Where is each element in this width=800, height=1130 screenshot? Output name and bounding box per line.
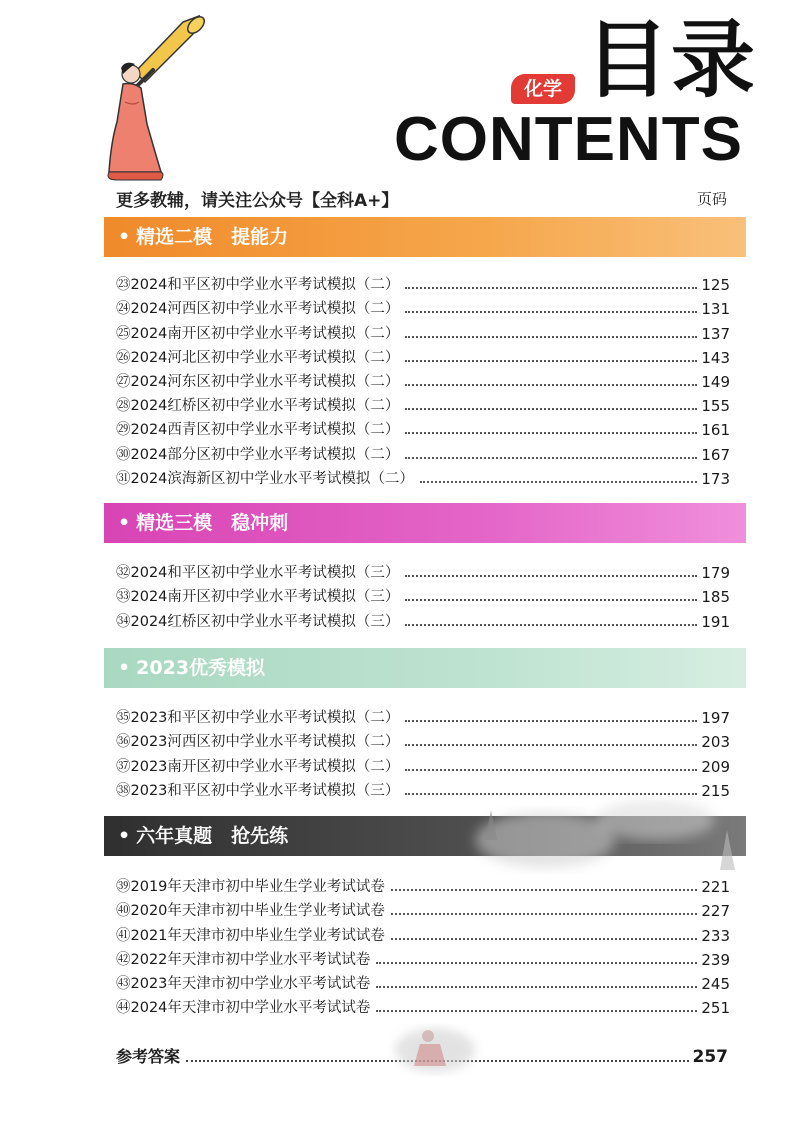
page-header — [0, 0, 800, 215]
toc-entry[interactable] — [116, 367, 730, 391]
dot-leader — [405, 720, 697, 722]
entry-page: 233 — [701, 926, 730, 945]
entry-number: ㉙ — [116, 422, 131, 439]
entry-page: 215 — [701, 781, 730, 800]
section-bullet: • — [118, 512, 131, 534]
toc-list-1 — [116, 270, 730, 488]
entry-label: 2024部分区初中学业水平考试模拟（二） — [130, 446, 400, 463]
toc-entry[interactable] — [116, 606, 730, 630]
toc-list-2 — [116, 558, 730, 631]
toc-entry[interactable] — [116, 294, 730, 318]
dot-leader — [405, 432, 697, 434]
entry-page: 197 — [701, 709, 730, 728]
toc-entry[interactable] — [116, 896, 730, 920]
entry-number: ㉟ — [116, 710, 131, 727]
dot-leader — [405, 744, 697, 746]
page-title: 目录 — [585, 11, 758, 109]
dot-leader — [405, 360, 697, 362]
entry-label: 2023和平区初中学业水平考试模拟（二） — [130, 710, 400, 727]
entry-page: 227 — [701, 902, 730, 921]
entry-page: 203 — [701, 733, 730, 752]
toc-list-4 — [116, 872, 730, 1017]
entry-label: 2024河北区初中学业水平考试模拟（二） — [130, 349, 400, 366]
dot-leader — [405, 408, 697, 410]
toc-entry[interactable] — [116, 415, 730, 439]
scan-smudge-icon — [455, 780, 755, 890]
entry-number: ㉖ — [116, 349, 131, 366]
toc-entry[interactable] — [116, 582, 730, 606]
toc-entry[interactable] — [116, 343, 730, 367]
entry-number: ㊵ — [116, 903, 131, 920]
dot-leader — [405, 336, 697, 338]
dot-leader — [405, 575, 697, 577]
toc-entry[interactable] — [116, 969, 730, 993]
entry-page: 125 — [701, 276, 730, 295]
section-header-2 — [104, 503, 746, 543]
entry-label: 2024河东区初中学业水平考试模拟（二） — [130, 373, 400, 390]
dot-leader — [405, 457, 697, 459]
entry-number: ㊹ — [116, 1000, 131, 1017]
entry-page: 131 — [701, 300, 730, 319]
entry-page: 251 — [701, 999, 730, 1018]
entry-page: 149 — [701, 372, 730, 391]
scan-smudge-icon — [380, 1010, 490, 1090]
notice-text: 更多教辅，请关注公众号【全科A+】 — [116, 191, 399, 211]
entry-label: 2024红桥区初中学业水平考试模拟（三） — [130, 613, 400, 630]
entry-page: 143 — [701, 348, 730, 367]
dot-leader — [405, 287, 697, 289]
entry-label: 2024南开区初中学业水平考试模拟（二） — [130, 325, 400, 342]
dot-leader — [376, 986, 697, 988]
entry-page: 155 — [701, 397, 730, 416]
entry-label: 2024滨海新区初中学业水平考试模拟（二） — [130, 470, 414, 487]
entry-label: 2023年天津市初中学业水平考试试卷 — [130, 975, 371, 992]
dot-leader — [420, 481, 697, 483]
entry-page: 161 — [701, 421, 730, 440]
entry-label: 2024和平区初中学业水平考试模拟（二） — [130, 277, 400, 294]
entry-number: ㊳ — [116, 782, 131, 799]
section-title: 精选二模 提能力 — [136, 226, 289, 248]
entry-page: 209 — [701, 757, 730, 776]
dot-leader — [405, 599, 697, 601]
toc-entry[interactable] — [116, 703, 730, 727]
toc-entry[interactable] — [116, 464, 730, 488]
entry-number: ㉚ — [116, 446, 131, 463]
entry-label: 2024和平区初中学业水平考试模拟（三） — [130, 565, 400, 582]
entry-label: 2020年天津市初中毕业生学业考试试卷 — [130, 903, 385, 920]
dot-leader — [376, 962, 697, 964]
entry-label: 2023河西区初中学业水平考试模拟（二） — [130, 734, 400, 751]
answers-page: 257 — [692, 1047, 728, 1067]
entry-number: ㊷ — [116, 951, 131, 968]
entry-number: ㉕ — [116, 325, 131, 342]
entry-number: ㊸ — [116, 975, 131, 992]
trumpeter-illustration-icon — [95, 12, 205, 182]
entry-number: ㉛ — [116, 470, 131, 487]
entry-page: 137 — [701, 324, 730, 343]
entry-number: ㉝ — [116, 589, 131, 606]
entry-page: 239 — [701, 950, 730, 969]
entry-label: 2024河西区初中学业水平考试模拟（二） — [130, 301, 400, 318]
entry-page: 221 — [701, 878, 730, 897]
entry-label: 2022年天津市初中学业水平考试试卷 — [130, 951, 371, 968]
dot-leader — [405, 311, 697, 313]
entry-label: 2023和平区初中学业水平考试模拟（三） — [130, 782, 400, 799]
dot-leader — [391, 938, 697, 940]
entry-label: 2024西青区初中学业水平考试模拟（二） — [130, 422, 400, 439]
section-bullet: • — [118, 825, 131, 847]
section-header-3 — [104, 648, 746, 688]
entry-page: 167 — [701, 445, 730, 464]
entry-page: 173 — [701, 469, 730, 488]
dot-leader — [391, 913, 697, 915]
entry-page: 179 — [701, 564, 730, 583]
entry-label: 2024南开区初中学业水平考试模拟（三） — [130, 589, 400, 606]
entry-label: 2019年天津市初中毕业生学业考试试卷 — [130, 879, 385, 896]
toc-entry[interactable] — [116, 318, 730, 342]
entry-page: 191 — [701, 612, 730, 631]
entry-page: 245 — [701, 974, 730, 993]
page-title-english: CONTENTS — [394, 105, 743, 174]
entry-number: ㉞ — [116, 613, 131, 630]
page-column-label: 页码 — [697, 190, 728, 208]
toc-entry[interactable] — [116, 270, 730, 294]
entry-number: ㊲ — [116, 758, 131, 775]
entry-number: ㉗ — [116, 373, 131, 390]
section-bullet: • — [118, 226, 131, 248]
answers-label: 参考答案 — [116, 1047, 181, 1066]
dot-leader — [405, 769, 697, 771]
toc-entry[interactable] — [116, 727, 730, 751]
entry-number: ㊶ — [116, 927, 131, 944]
entry-label: 2024年天津市初中学业水平考试试卷 — [130, 1000, 371, 1017]
entry-label: 2021年天津市初中毕业生学业考试试卷 — [130, 927, 385, 944]
toc-entry[interactable] — [116, 751, 730, 775]
toc-entry[interactable] — [116, 439, 730, 463]
entry-label: 2023南开区初中学业水平考试模拟（二） — [130, 758, 400, 775]
section-title: 六年真题 抢先练 — [136, 825, 289, 847]
dot-leader — [405, 384, 697, 386]
entry-number: ㉘ — [116, 398, 131, 415]
entry-number: ㉔ — [116, 301, 131, 318]
section-title: 2023优秀模拟 — [136, 657, 266, 679]
entry-page: 185 — [701, 588, 730, 607]
section-title: 精选三模 稳冲刺 — [136, 512, 289, 534]
toc-entry[interactable] — [116, 920, 730, 944]
entry-number: ㉜ — [116, 565, 131, 582]
subject-badge: 化学 — [511, 74, 575, 104]
entry-number: ㊱ — [116, 734, 131, 751]
section-bullet: • — [118, 657, 131, 679]
entry-number: ㉓ — [116, 277, 131, 294]
toc-entry[interactable] — [116, 558, 730, 582]
entry-number: ㊴ — [116, 879, 131, 896]
dot-leader — [405, 624, 697, 626]
entry-label: 2024红桥区初中学业水平考试模拟（二） — [130, 398, 400, 415]
toc-entry[interactable] — [116, 945, 730, 969]
section-header-1 — [104, 217, 746, 257]
toc-entry[interactable] — [116, 391, 730, 415]
